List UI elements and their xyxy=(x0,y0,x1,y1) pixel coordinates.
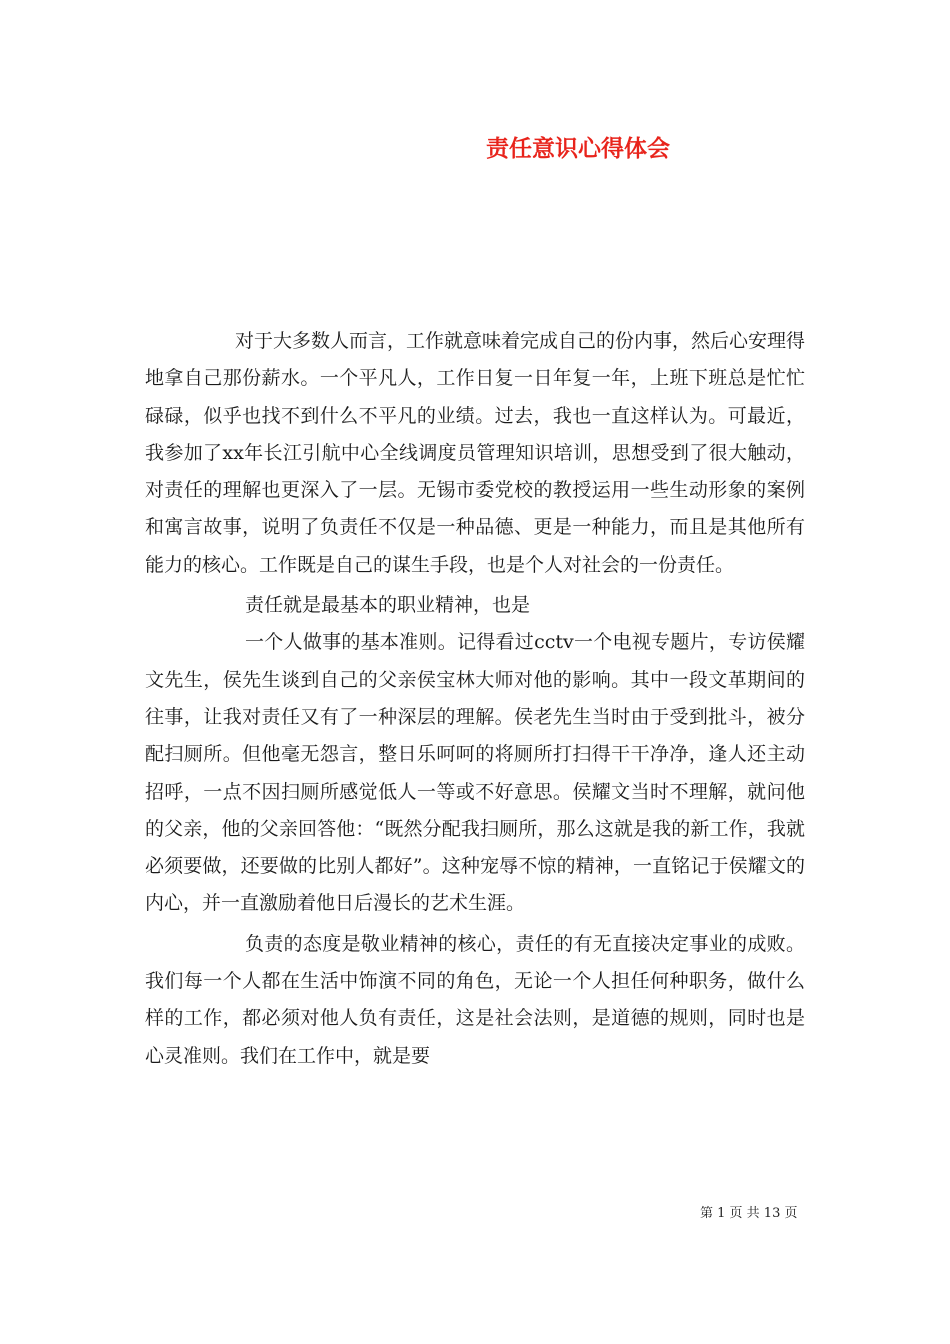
document-body xyxy=(145,323,805,1075)
document-title: 责任意识心得体会 xyxy=(486,135,670,162)
page-number: 第 1 页 共 13 页 xyxy=(700,1206,798,1221)
paragraph-1: 对于大多数人而言，工作就意味着完成自己的份内事，然后心安理得地拿自己那份薪水。一个平凡人，工作日复一日年复一年，上班下班总是忙忙碌碌，似乎也找不到什么不平凡的业绩。过去，我也一直这样认为。可最近，我参加了xx年长江引航中心全线调度员管理知识培训，思想受到了很大触动，对责任的理解也更深入了一层。无锡市委党校的教授运用一些生动形象的案例和寓言故事，说明了负责任不仅是一种品德、更是一种能力，而且是其他所有能力的核心。工作既是自己的谋生手段，也是个人对社会的一份责任。 xyxy=(145,330,806,576)
paragraph-2: 责任就是最基本的职业精神，也是 xyxy=(245,594,531,617)
paragraph-3: 一个人做事的基本准则。记得看过cctv一个电视专题片，专访侯耀文先生，侯先生谈到自己的父亲侯宝林大师对他的影响。其中一段文革期间的往事，让我对责任又有了一种深层的理解。侯老先生当时由于受到批斗，被分配扫厕所。但他毫无怨言，整日乐呵呵的将厕所打扫得干干净净，逢人还主动招呼，一点不因扫厕所感觉低人一等或不好意思。侯耀文当时不理解，就问他的父亲，他的父亲回答他：“既然分配我扫厕所，那么这就是我的新工作，我就必须要做，还要做的比别人都好”。这种宠辱不惊的精神，一直铭记于侯耀文的内心，并一直激励着他日后漫长的艺术生涯。 xyxy=(145,631,805,915)
paragraph-4: 负责的态度是敬业精神的核心，责任的有无直接决定事业的成败。我们每一个人都在生活中饰演不同的角色，无论一个人担任何种职务，做什么样的工作，都必须对他人负有责任，这是社会法则，是道德的规则，同时也是心灵准则。我们在工作中，就是要 xyxy=(145,932,805,1067)
